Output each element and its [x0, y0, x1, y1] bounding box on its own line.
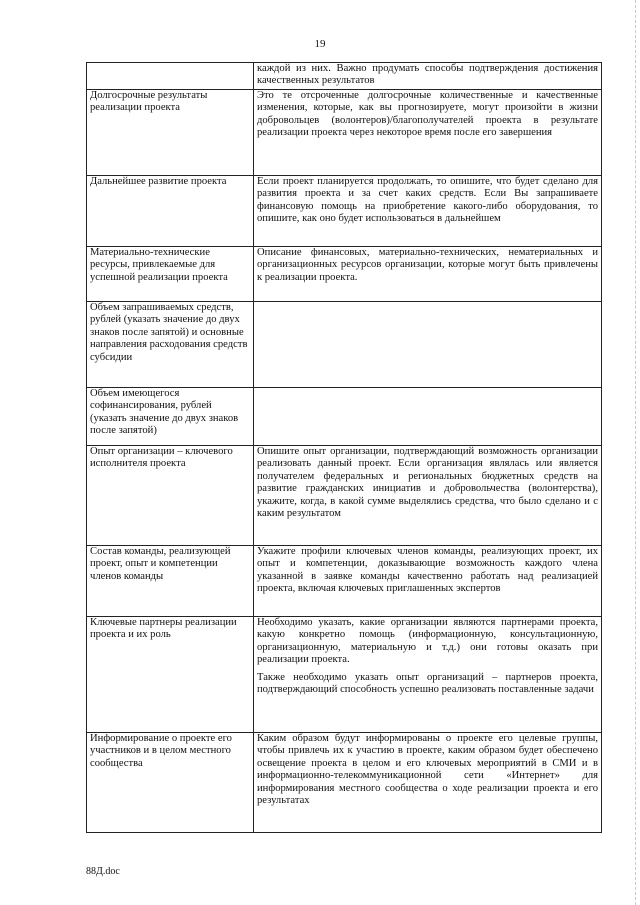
description-paragraph: Опишите опыт организации, подтверждающий возможность организации реализовать данный проект. Если организация являлась или является получателем федеральных и региональных бюджетных средств на развитие гражданских инициатив и добровольчества (волонтерства), укажите, когда, в какой сумме выделялись средства, что было сделано и с каким результатом	[257, 446, 598, 520]
table-row	[87, 63, 602, 90]
row-description	[254, 247, 602, 302]
row-label: Состав команды, реализующей проект, опыт и компетенции членов команды	[87, 546, 254, 617]
file-name-footer: 88Д.doc	[86, 866, 120, 877]
row-description	[254, 90, 602, 176]
row-description	[254, 63, 602, 90]
description-paragraph: Это те отсроченные долгосрочные количественные и качественные изменения, которые, как вы прогнозируете, могут произойти в жизни добровольцев (волонтеров)/благополучателей проекта в результате реализации проекта через некоторое время после его завершения	[257, 90, 598, 139]
description-paragraph: Также необходимо указать опыт организаций – партнеров проекта, подтверждающий способность успешно реализовать поставленные задачи	[257, 671, 598, 696]
row-description	[254, 176, 602, 247]
row-label: Объем запрашиваемых средств, рублей (указать значение до двух знаков после запятой) и основные направления расходования средств субсидии	[87, 302, 254, 388]
table-row	[87, 388, 602, 446]
table-row	[87, 546, 602, 617]
row-label	[87, 63, 254, 90]
table-row	[87, 617, 602, 733]
requirements-table	[86, 62, 602, 833]
table-row	[87, 446, 602, 546]
table-row	[87, 176, 602, 247]
row-label: Долгосрочные результаты реализации проекта	[87, 90, 254, 176]
row-description	[254, 617, 602, 733]
description-paragraph: Если проект планируется продолжать, то опишите, что будет сделано для развития проекта и за счет каких средств. Если Вы запрашиваете финансовую помощь на приобретение какого-либо оборудования, то опишите, как оно будет использоваться в дальнейшем	[257, 176, 598, 225]
row-description	[254, 546, 602, 617]
table-row	[87, 302, 602, 388]
row-label: Опыт организации – ключевого исполнителя проекта	[87, 446, 254, 546]
page-edge	[635, 0, 636, 905]
description-paragraph: Описание финансовых, материально-технических, нематериальных и организационных ресурсов организации, которые могут быть привлечены к реализации проекта.	[257, 247, 598, 283]
row-description	[254, 446, 602, 546]
table-row	[87, 247, 602, 302]
row-label: Информирование о проекте его участников и в целом местного сообщества	[87, 733, 254, 833]
row-label: Ключевые партнеры реализации проекта и их роль	[87, 617, 254, 733]
description-paragraph: Необходимо указать, какие организации являются партнерами проекта, какую конкретно помощь (информационную, консультационную, организационную, материальную и т.д.) они готовы оказать при реализации проекта.	[257, 617, 598, 666]
row-description	[254, 733, 602, 833]
table-row	[87, 733, 602, 833]
description-paragraph: каждой из них. Важно продумать способы подтверждения достижения качественных результатов	[257, 63, 598, 87]
row-label: Дальнейшее развитие проекта	[87, 176, 254, 247]
description-paragraph: Каким образом будут информированы о проекте его целевые группы, чтобы привлечь их к участию в проекте, каким образом будет обеспечено освещение проекта в целом и его ключевых мероприятий в СМИ и в информационно-телекоммуникационной сети «Интернет» для информирования местного сообщества о ходе реализации проекта и его результатах	[257, 733, 598, 807]
row-label: Материально-технические ресурсы, привлекаемые для успешной реализации проекта	[87, 247, 254, 302]
description-paragraph: Укажите профили ключевых членов команды, реализующих проект, их опыт и компетенции, доказывающие возможность каждого члена указанной в заявке команды качественно работать над реализацией проекта, включая ключевых приглашенных экспертов	[257, 546, 598, 595]
table-row	[87, 90, 602, 176]
row-description-empty	[254, 302, 602, 388]
row-description-empty	[254, 388, 602, 446]
page-number: 19	[314, 38, 326, 50]
row-label: Объем имеющегося софинансирования, рублей (указать значение до двух знаков после запятой)	[87, 388, 254, 446]
